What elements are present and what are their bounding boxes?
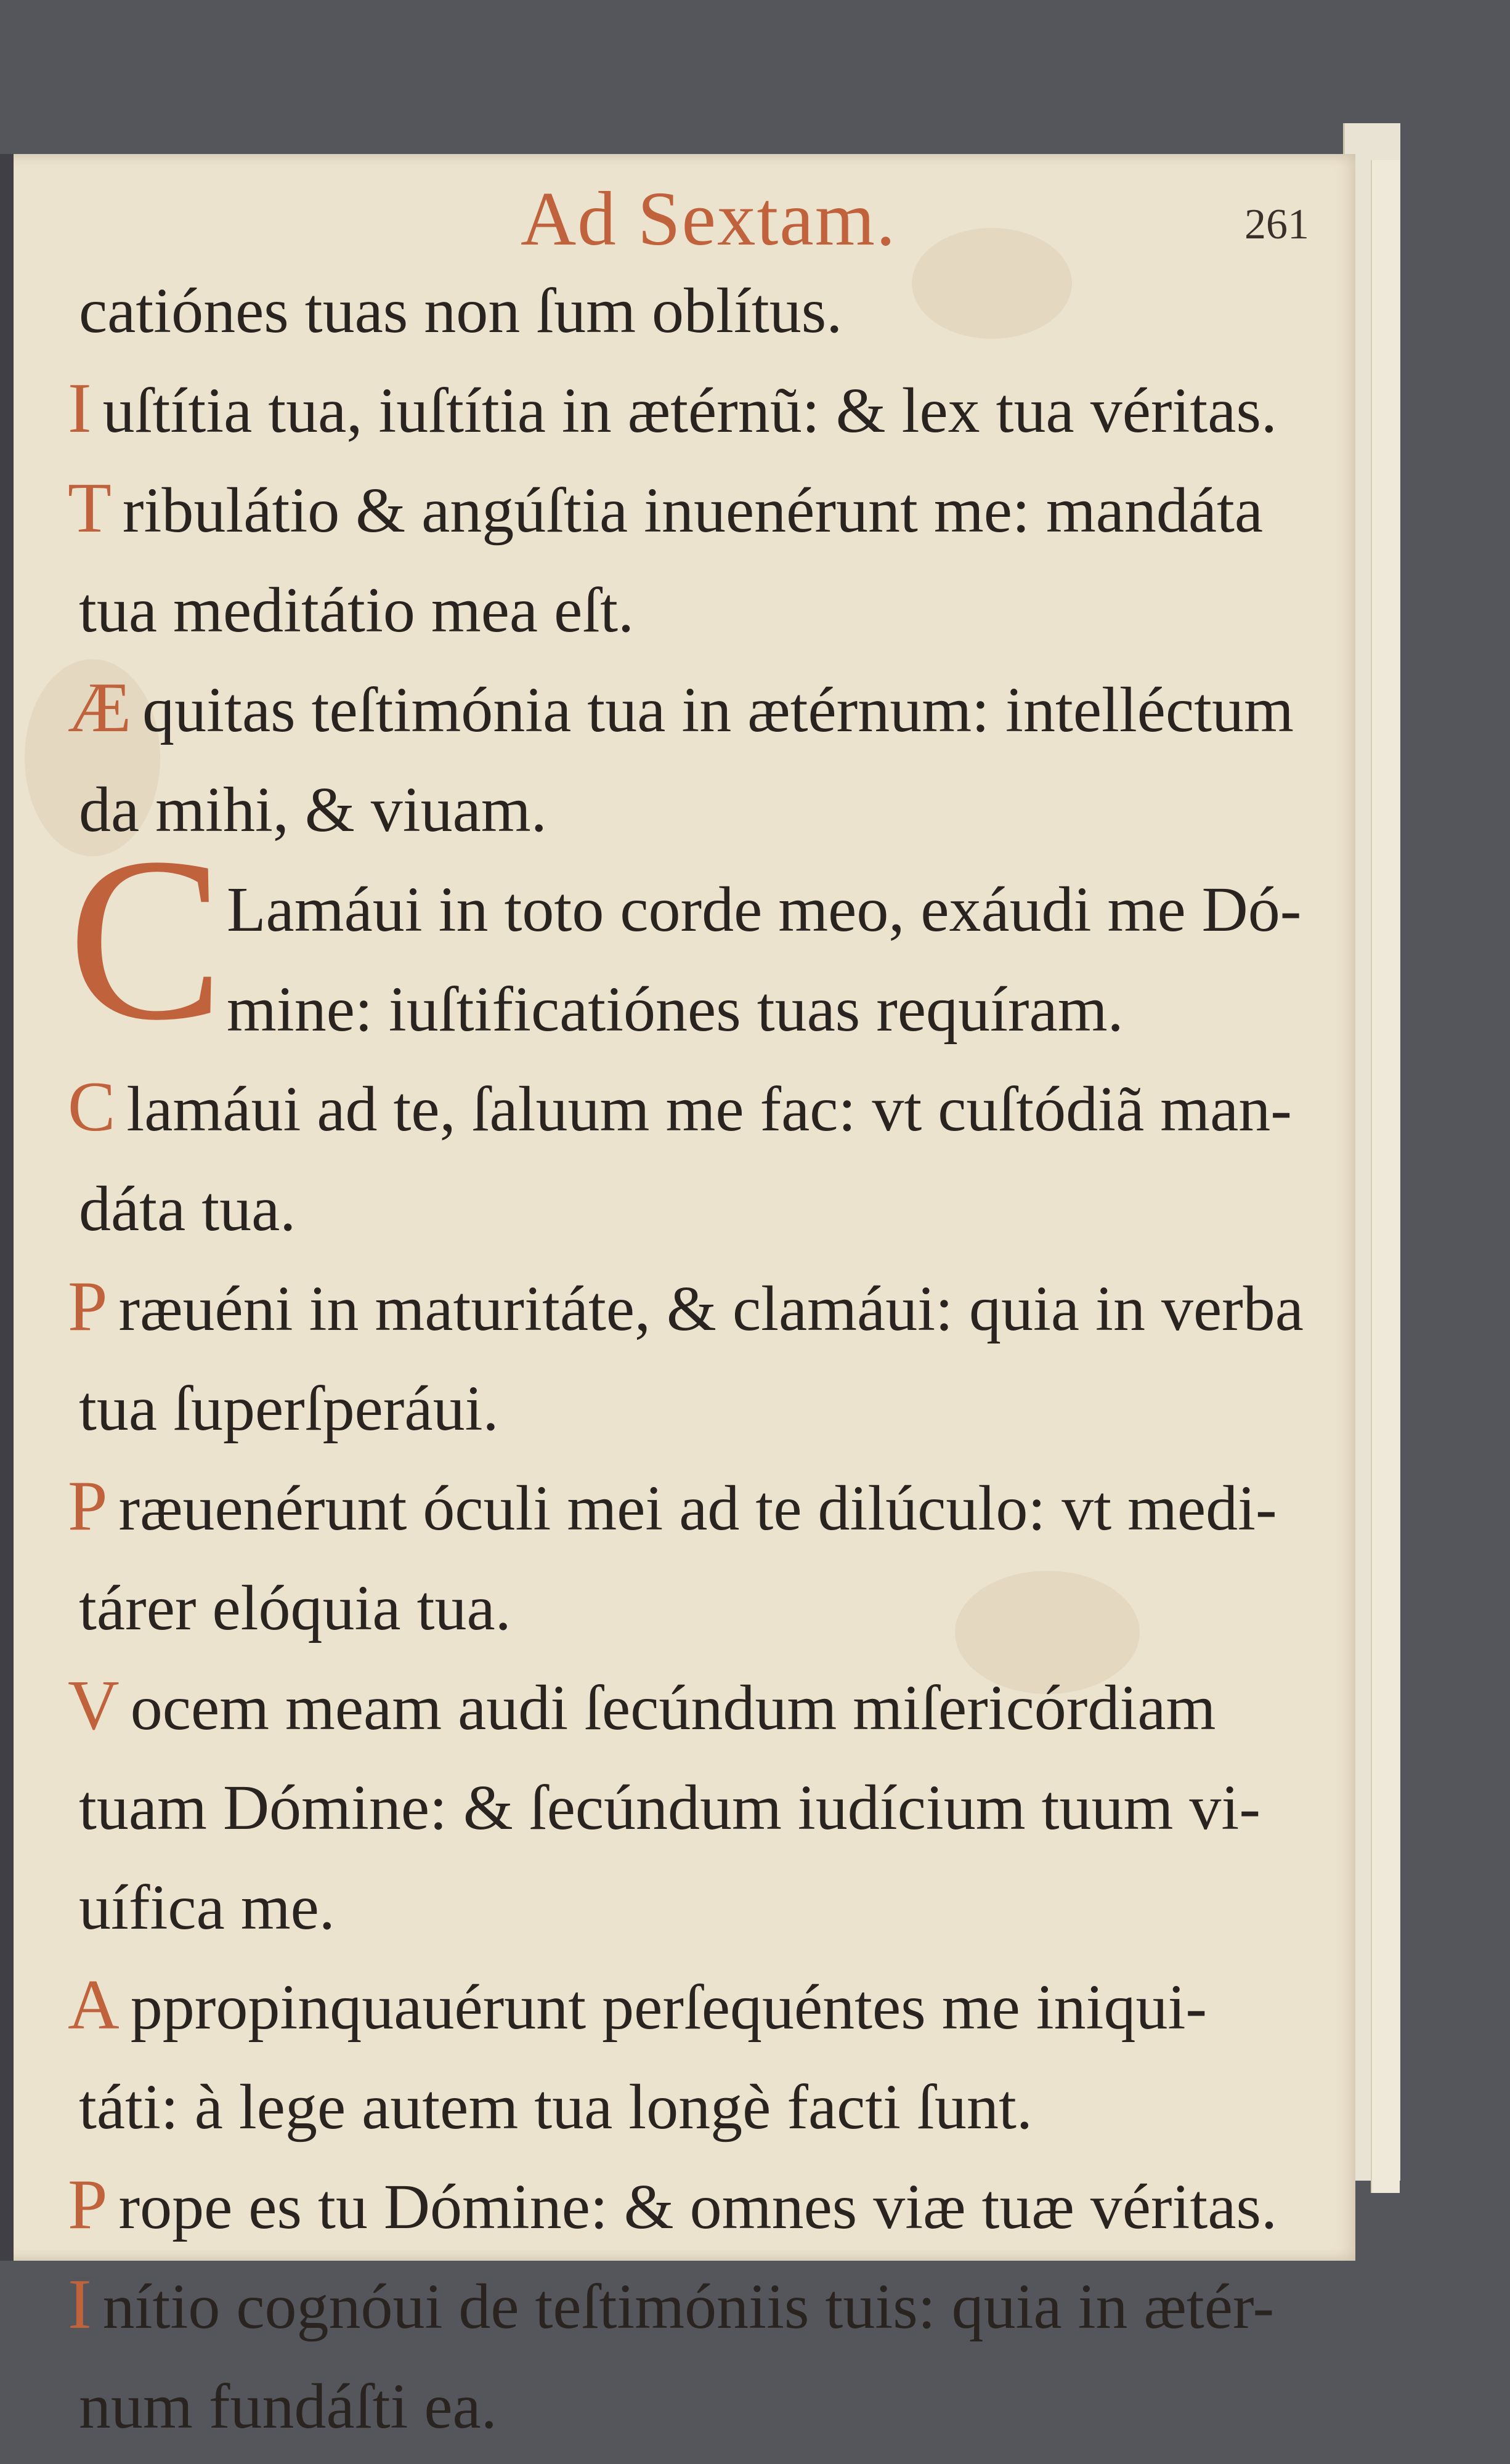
folio-number: 261 <box>1244 201 1309 248</box>
text-line <box>68 2155 1337 2255</box>
binding-gutter <box>0 154 14 2261</box>
rubric-initial: P <box>68 2165 108 2244</box>
decorated-initial: C <box>68 809 224 1069</box>
rubric-initial: I <box>68 369 92 448</box>
line-text: ocem meam audi ſecúndum miſericórdiam <box>130 1672 1216 1743</box>
line-text: lamáui ad te, ſaluum me fac: vt cuſtódiã man- <box>126 1074 1292 1145</box>
text-line <box>68 1356 1337 1456</box>
text-line <box>68 259 1337 359</box>
text-line <box>68 1057 1337 1157</box>
text-line <box>68 1257 1337 1356</box>
line-text: uífica me. <box>79 1872 335 1943</box>
text-line <box>68 458 1337 558</box>
text-line <box>68 1157 1337 1257</box>
text-line <box>68 1656 1337 1756</box>
running-header: Ad Sextam. <box>521 177 897 262</box>
text-line <box>68 2255 1337 2354</box>
text-line <box>68 957 1337 1057</box>
line-text: tárer elóquia tua. <box>79 1573 511 1643</box>
text-line <box>68 1456 1337 1556</box>
rubric-initial: A <box>68 1966 120 2045</box>
line-text: ribulátio & angúſtia inuenérunt me: mandáta <box>122 475 1264 546</box>
rubric-initial: Æ <box>68 668 132 747</box>
page-edges-inner <box>1371 160 1400 2193</box>
text-line <box>68 1756 1337 1855</box>
line-text: num fundáſti ea. <box>79 2371 497 2442</box>
rubric-initial: P <box>68 1467 108 1546</box>
rubric-initial: I <box>68 2265 92 2344</box>
line-text: ppropinquauérunt perſequéntes me iniqui- <box>130 1972 1208 2043</box>
text-line <box>68 658 1337 758</box>
rubric-initial: P <box>68 1267 108 1346</box>
text-line <box>68 758 1337 857</box>
text-line <box>68 2354 1337 2454</box>
line-text: táti: à lege autem tua longè facti ſunt. <box>79 2072 1033 2142</box>
line-text: tua ſuperſperáui. <box>79 1373 499 1444</box>
line-text: mine: iuſtificatiónes tuas requíram. <box>227 974 1124 1045</box>
text-line <box>68 2055 1337 2155</box>
line-text: Lamáui in toto corde meo, exáudi me Dó- <box>227 874 1302 945</box>
line-text: ræuéni in maturitáte, & clamáui: quia in verba <box>118 1273 1304 1344</box>
text-line <box>68 857 1337 957</box>
rubric-initial: V <box>68 1666 120 1745</box>
rubric-initial: C <box>68 1068 116 1146</box>
text-line <box>68 558 1337 658</box>
text-line <box>68 1955 1337 2055</box>
line-text: da mihi, & viuam. <box>79 774 547 845</box>
line-text: nítio cognóui de teſtimóniis tuis: quia in ætér- <box>102 2271 1275 2342</box>
line-text: ræuenérunt óculi mei ad te dilúculo: vt medi- <box>118 1473 1277 1544</box>
text-block <box>68 259 1337 2454</box>
text-line <box>68 1556 1337 1656</box>
line-text: tuam Dómine: & ſecúndum iudícium tuum vi- <box>79 1772 1260 1843</box>
line-text: uſtítia tua, iuſtítia in ætérnũ: & lex tua véritas. <box>102 375 1277 446</box>
line-text: rope es tu Dómine: & omnes viæ tuæ véritas. <box>118 2171 1277 2242</box>
line-text: quitas teſtimónia tua in ætérnum: intelléctum <box>142 675 1294 745</box>
text-line <box>68 1855 1337 1955</box>
text-line <box>68 359 1337 458</box>
rubric-initial: T <box>68 469 112 548</box>
line-text: catiónes tuas non ſum oblítus. <box>79 275 843 346</box>
line-text: dáta tua. <box>79 1173 296 1244</box>
line-text: tua meditátio mea eſt. <box>79 575 635 646</box>
